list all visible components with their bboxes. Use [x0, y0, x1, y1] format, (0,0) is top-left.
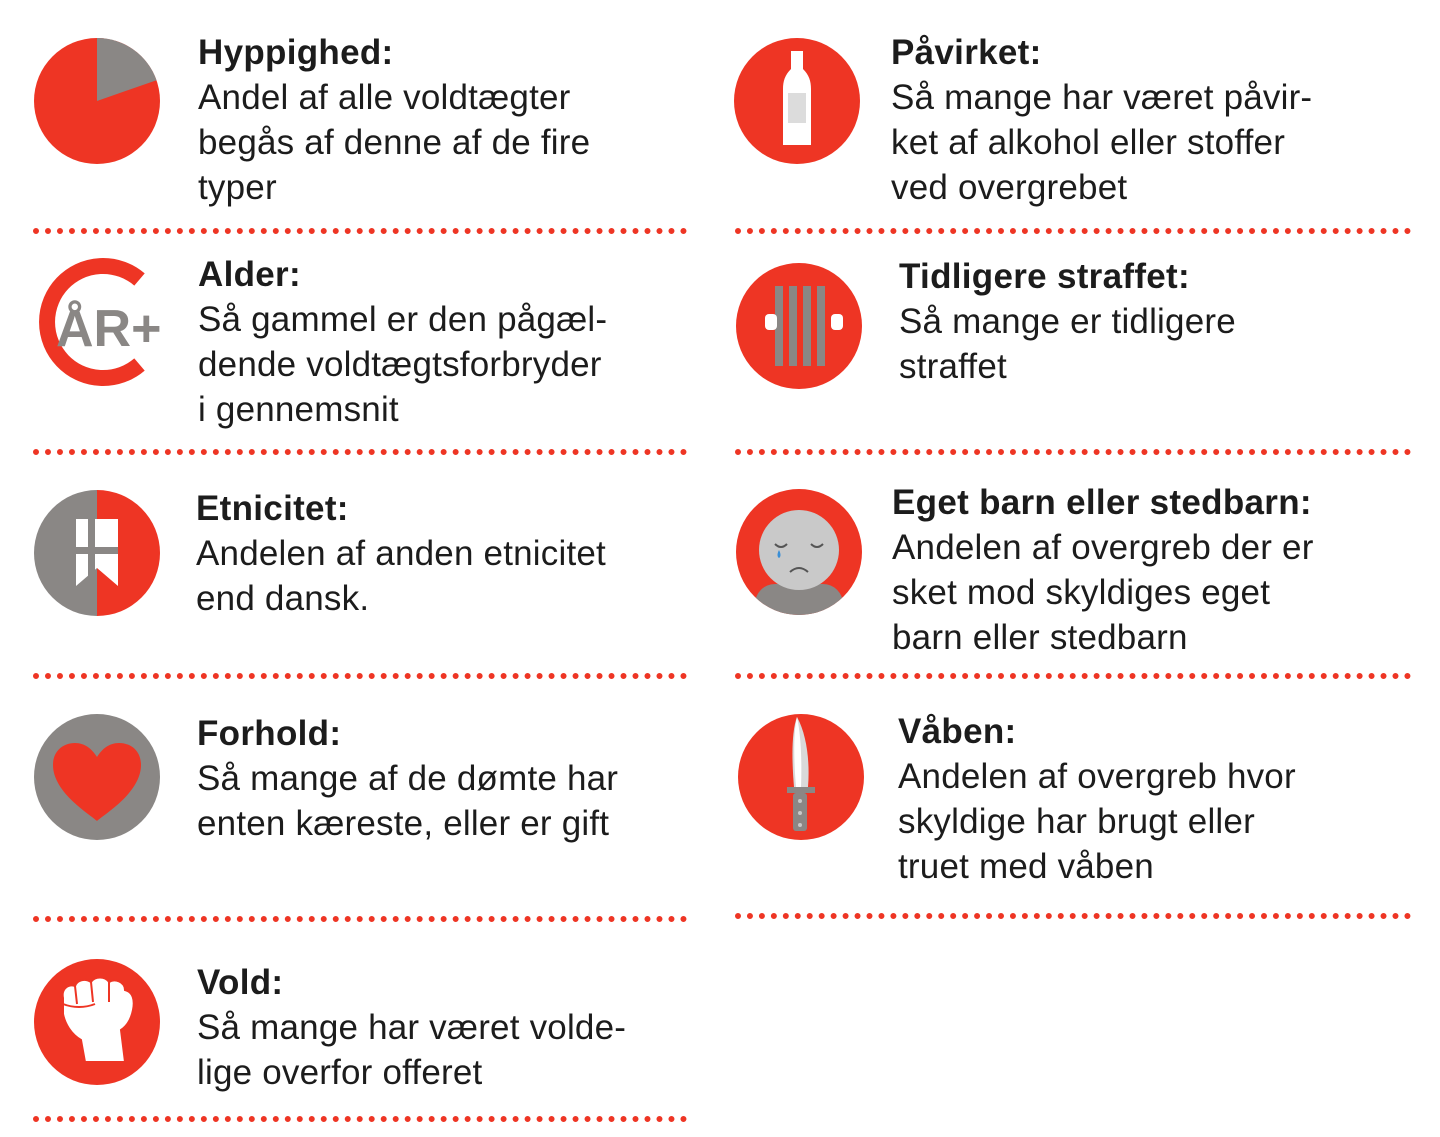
dotted-divider [33, 449, 687, 455]
item-title: Påvirket: [891, 33, 1042, 72]
age-icon-text: ÅR+ [56, 300, 162, 358]
fist-icon [33, 958, 161, 1086]
item-description: Andel af alle voldtægter begås af denne af de fire typer [198, 78, 591, 207]
dotted-divider [33, 228, 687, 234]
item-description: Så mange af de dømte har enten kæreste, eller er gift [197, 759, 619, 843]
item-title: Hyppighed: [198, 33, 394, 72]
item-title: Våben: [898, 712, 1017, 751]
item-description: Så mange har været påvir- ket af alkohol eller stoffer ved overgrebet [891, 78, 1313, 207]
item-title: Vold: [197, 963, 284, 1002]
pie-chart-icon [33, 37, 161, 165]
flag-icon [33, 489, 161, 617]
dotted-divider [735, 673, 1411, 679]
heart-icon [33, 713, 161, 841]
crying-face-icon [735, 488, 863, 616]
bottle-icon [733, 37, 861, 165]
item-title: Etnicitet: [196, 489, 349, 528]
item-description: Så gammel er den pågæl- dende voldtægtsforbryder i gennemsnit [198, 300, 608, 429]
dotted-divider [735, 913, 1411, 919]
item-description: Så mange har været volde- lige overfor offeret [197, 1008, 627, 1092]
dotted-divider [735, 449, 1411, 455]
item-title: Alder: [198, 255, 301, 294]
dotted-divider [33, 916, 687, 922]
prison-bars-icon [735, 262, 863, 390]
item-description: Andelen af overgreb der er sket mod skyldiges eget barn eller stedbarn [892, 528, 1314, 657]
item-title: Tidligere straffet: [899, 257, 1190, 296]
dotted-divider [33, 673, 687, 679]
dotted-divider [735, 228, 1411, 234]
item-description: Andelen af anden etnicitet end dansk. [196, 534, 606, 618]
item-title: Eget barn eller stedbarn: [892, 483, 1312, 522]
item-description: Så mange er tidligere straffet [899, 302, 1236, 386]
age-plus-icon [33, 257, 161, 385]
item-title: Forhold: [197, 714, 342, 753]
knife-icon [737, 713, 865, 841]
dotted-divider [33, 1116, 687, 1122]
item-description: Andelen af overgreb hvor skyldige har brugt eller truet med våben [898, 757, 1296, 886]
